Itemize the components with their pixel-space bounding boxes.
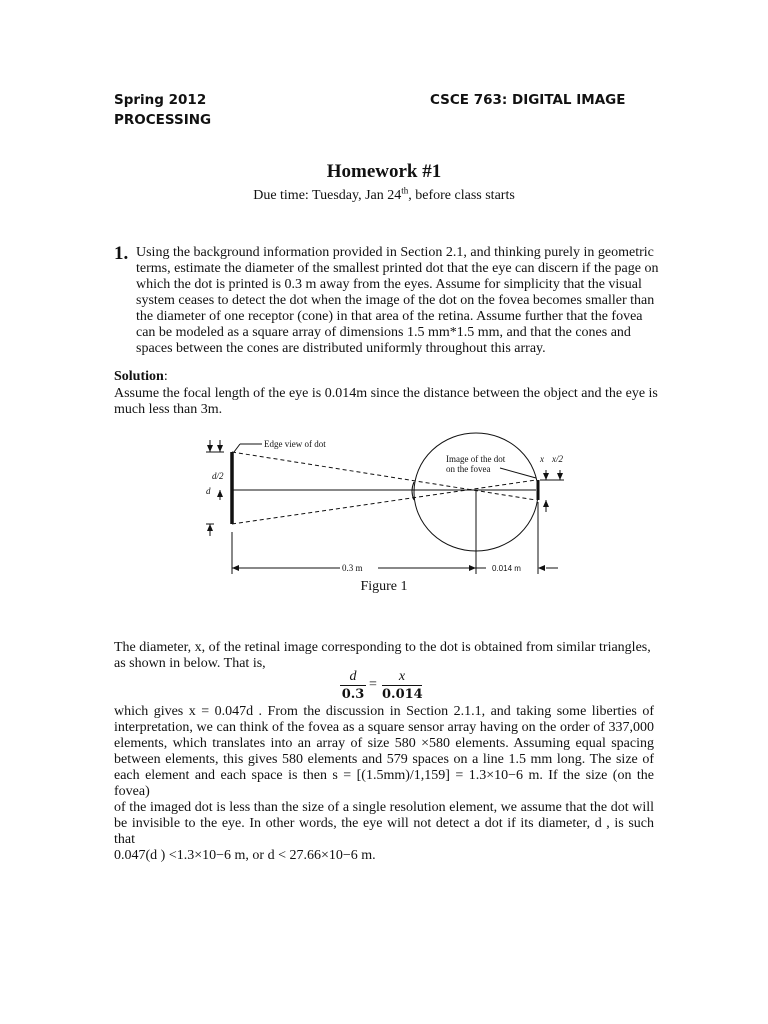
arrowhead: [543, 473, 549, 480]
distance-object-label: 0.3 m: [342, 563, 363, 573]
fraction-right: [382, 668, 422, 703]
d-label: d: [206, 486, 211, 496]
fraction-numerator: x: [398, 669, 406, 684]
due-line: [0, 185, 768, 204]
body-line: be invisible to the eye. In other words, the eye will not detect a dot if its diameter, d , is such that: [114, 816, 654, 847]
arrowhead: [543, 500, 549, 507]
arrowhead: [217, 445, 223, 452]
question-line: system ceases to detect the dot when the image of the dot on the fovea becomes smaller than: [136, 293, 655, 308]
course-title-continued: PROCESSING: [114, 112, 212, 128]
d-half-label: d/2: [212, 471, 224, 481]
distance-focal-label: 0.014 m: [492, 564, 521, 573]
arrowhead: [538, 565, 545, 571]
solution-line: Assume the focal length of the eye is 0.014m since the distance between the object and the eye is: [114, 386, 658, 401]
question-number: 1.: [114, 243, 129, 264]
body-line: each element and each space is then s = [(1.5mm)/1,159] = 1.3×10−6 m. If the size (on the fovea): [114, 768, 654, 799]
figure-caption: Figure 1: [360, 579, 408, 594]
solution-intro: [114, 386, 658, 418]
question-line: which the dot is printed is 0.3 m away from the eyes. Assume for simplicity that the visual: [136, 277, 642, 292]
fraction-denominator: 0.014: [382, 687, 423, 702]
eye-geometry-figure: [200, 432, 580, 580]
due-text: Due time: Tuesday, Jan 24: [253, 188, 402, 203]
question-line: terms, estimate the diameter of the smallest printed dot that the eye can discern if the page on: [136, 261, 659, 276]
fraction-denominator: 0.3: [341, 687, 365, 702]
body-line: elements, which translates into an array of size 580 ×580 elements. Assuming equal spacing: [114, 736, 654, 751]
question-line: can be modeled as a square array of dimensions 1.5 mm*1.5 mm, and that the cones and: [136, 325, 631, 340]
edge-view-leader-tip: [234, 444, 240, 452]
body-line: which gives x = 0.047d . From the discussion in Section 2.1.1, and taking some liberties of: [114, 704, 654, 719]
fraction-numerator: d: [349, 669, 357, 684]
question-text: [136, 245, 659, 357]
fovea-leader: [500, 468, 536, 478]
question-line: spaces between the cones are distributed uniformly throughout this array.: [136, 341, 546, 356]
body-line: 0.047(d ) <1.3×10−6 m, or d < 27.66×10−6 m.: [114, 848, 376, 863]
arrowhead: [207, 524, 213, 531]
body-line: The diameter, x, of the retinal image corresponding to the dot is obtained from similar triangles,: [114, 640, 651, 655]
image-dot-label-1: Image of the dot: [446, 454, 506, 464]
arrowhead: [207, 445, 213, 452]
body-paragraph-2: [114, 704, 654, 864]
body-line: of the imaged dot is less than the size of a single resolution element, we assume that the dot will: [114, 800, 654, 815]
solution-line: much less than 3m.: [114, 402, 223, 417]
arrowhead: [232, 565, 239, 571]
body-line: as shown in below. That is,: [114, 656, 266, 671]
body-line: interpretation, we can think of the fovea as a square sensor array having on the order of 337,000: [114, 720, 654, 735]
arrowhead: [469, 565, 476, 571]
edge-view-label: Edge view of dot: [264, 439, 326, 449]
x-half-label: x/2: [552, 454, 563, 464]
similar-triangles-equation: [340, 668, 430, 708]
solution-heading: [114, 369, 168, 385]
image-dot-label-2: on the fovea: [446, 464, 491, 474]
question-line: Using the background information provided in Section 2.1, and thinking purely in geometric: [136, 245, 654, 260]
due-suffix: th: [401, 185, 409, 196]
x-label: x: [540, 454, 544, 464]
solution-label: Solution: [114, 369, 164, 384]
arrowhead: [557, 473, 563, 480]
ray-bottom: [232, 480, 536, 524]
solution-colon: :: [163, 369, 168, 384]
course-title: CSCE 763: DIGITAL IMAGE: [430, 92, 626, 108]
fraction-left: [340, 668, 366, 703]
body-line: between elements, this gives 580 elements and 579 spaces on a line 1.5 mm long. The size of: [114, 752, 654, 767]
arrowhead: [217, 490, 223, 497]
due-text-end: , before class starts: [408, 188, 515, 203]
question-line: the diameter of one receptor (cone) in that area of the retina. Assume further that the fovea: [136, 309, 643, 324]
semester-label: Spring 2012: [114, 92, 207, 108]
equals-sign: =: [369, 677, 377, 692]
homework-title: Homework #1: [326, 161, 442, 182]
